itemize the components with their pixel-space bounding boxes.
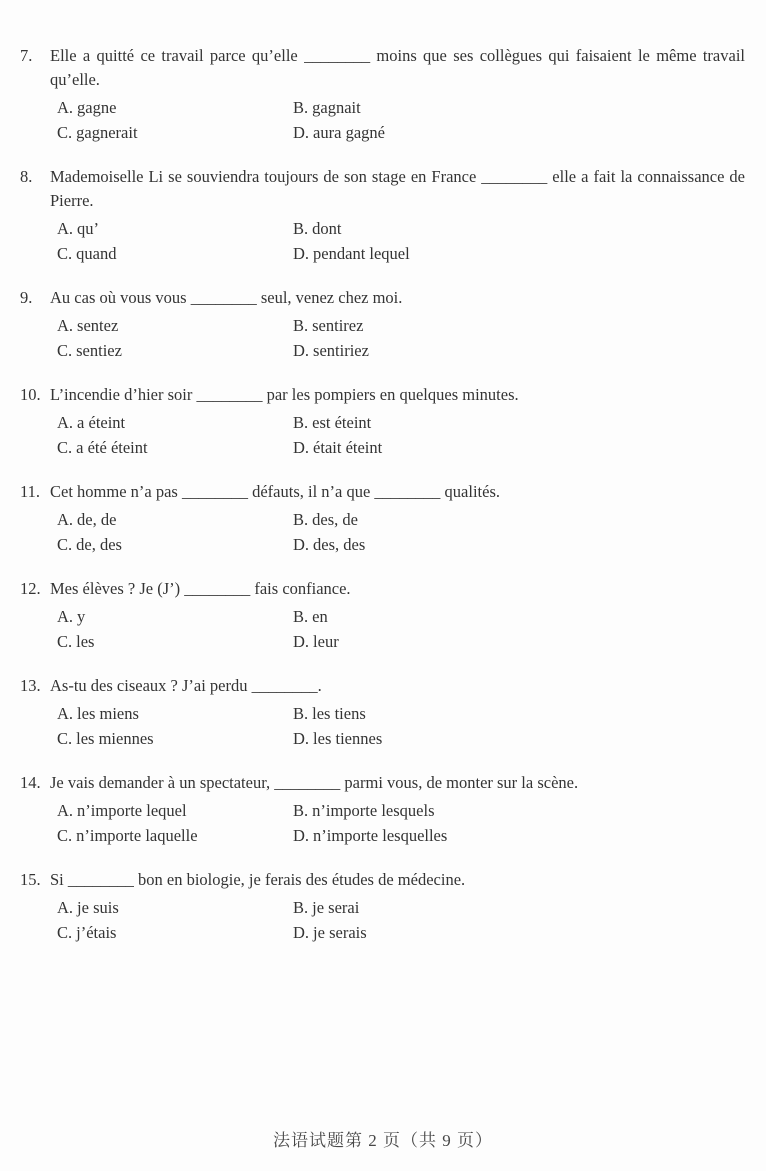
question-9 [0,286,745,363]
option-key: D. [293,729,310,748]
option-text: les miens [77,704,139,723]
question-stem [20,383,745,407]
option-a [57,895,293,920]
option-text: a éteint [77,413,126,432]
option-text: les miennes [76,729,154,748]
option-a [57,410,293,435]
option-key: A. [57,316,74,335]
option-key: D. [293,244,310,263]
question-text: Je vais demander à un spectateur, ________ parmi vous, de monter sur la scène. [50,773,579,792]
option-b [293,410,745,435]
option-b [293,604,745,629]
option-text: je serai [312,898,360,917]
option-text: pendant lequel [313,244,410,263]
option-key: D. [293,341,310,360]
option-text: n’importe lesquels [312,801,435,820]
option-a [57,95,293,120]
options-grid [57,701,745,751]
option-text: qu’ [77,219,100,238]
option-text: est éteint [312,413,372,432]
option-key: B. [293,413,309,432]
option-key: A. [57,898,74,917]
option-key: B. [293,704,309,723]
question-text: L’incendie d’hier soir ________ par les pompiers en quelques minutes. [50,385,519,404]
option-key: A. [57,98,74,117]
option-key: C. [57,729,73,748]
options-grid [57,410,745,460]
option-key: C. [57,826,73,845]
option-c [57,338,293,363]
option-a [57,216,293,241]
option-text: les tiens [312,704,366,723]
option-key: A. [57,219,74,238]
option-b [293,507,745,532]
question-stem [20,674,745,698]
option-key: B. [293,98,309,117]
question-text: As-tu des ciseaux ? J’ai perdu ________. [50,676,322,695]
option-key: A. [57,607,74,626]
option-c [57,726,293,751]
option-key: D. [293,826,310,845]
option-d [293,120,745,145]
option-a [57,798,293,823]
option-text: je suis [77,898,119,917]
question-stem [20,868,745,892]
option-key: C. [57,632,73,651]
question-14 [0,771,745,848]
options-grid [57,216,745,266]
option-text: sentez [77,316,119,335]
question-text: Mademoiselle Li se souviendra toujours de son stage en France ________ elle a fait la connaissance de Pierre. [50,167,745,210]
option-a [57,313,293,338]
option-c [57,435,293,460]
option-key: C. [57,535,73,554]
option-d [293,241,745,266]
option-d [293,338,745,363]
option-c [57,241,293,266]
option-text: des, de [312,510,358,529]
option-key: A. [57,801,74,820]
option-text: les tiennes [313,729,383,748]
option-text: leur [313,632,339,651]
option-text: gagne [77,98,117,117]
option-d [293,726,745,751]
option-key: A. [57,413,74,432]
question-8 [0,165,745,266]
option-key: B. [293,898,309,917]
option-text: de, des [76,535,122,554]
question-stem [20,165,745,213]
option-b [293,216,745,241]
option-text: j’étais [76,923,117,942]
question-13 [0,674,745,751]
question-number: 12. [20,579,41,598]
option-text: sentirez [312,316,364,335]
option-a [57,701,293,726]
option-d [293,435,745,460]
option-text: quand [76,244,117,263]
option-c [57,629,293,654]
question-text: Mes élèves ? Je (J’) ________ fais confiance. [50,579,351,598]
option-text: les [76,632,95,651]
option-key: B. [293,316,309,335]
option-text: en [312,607,328,626]
option-key: B. [293,607,309,626]
options-grid [57,313,745,363]
options-grid [57,798,745,848]
option-text: était éteint [313,438,383,457]
question-number: 10. [20,385,41,404]
option-d [293,823,745,848]
option-c [57,823,293,848]
question-15 [0,868,745,945]
option-a [57,604,293,629]
option-b [293,95,745,120]
option-d [293,920,745,945]
option-a [57,507,293,532]
option-d [293,629,745,654]
question-number: 11. [20,482,41,501]
option-text: je serais [313,923,367,942]
question-12 [0,577,745,654]
question-number: 15. [20,870,41,889]
question-stem [20,577,745,601]
option-text: n’importe laquelle [76,826,198,845]
option-c [57,120,293,145]
option-text: gagnait [312,98,361,117]
option-key: B. [293,801,309,820]
option-key: C. [57,341,73,360]
options-grid [57,895,745,945]
option-text: sentiriez [313,341,369,360]
option-text: sentiez [76,341,122,360]
option-key: D. [293,632,310,651]
option-text: n’importe lesquelles [313,826,448,845]
question-number: 7. [20,46,33,65]
question-number: 9. [20,288,33,307]
option-key: D. [293,923,310,942]
option-c [57,920,293,945]
option-key: B. [293,219,309,238]
option-text: des, des [313,535,366,554]
option-key: C. [57,923,73,942]
question-text: Elle a quitté ce travail parce qu’elle ________ moins que ses collègues qui faisaient le même travail qu’elle. [50,46,745,89]
option-b [293,313,745,338]
options-grid [57,507,745,557]
question-number: 13. [20,676,41,695]
option-key: D. [293,123,310,142]
options-grid [57,604,745,654]
option-key: A. [57,704,74,723]
option-key: D. [293,438,310,457]
options-grid [57,95,745,145]
option-key: B. [293,510,309,529]
option-d [293,532,745,557]
question-stem [20,286,745,310]
option-key: A. [57,510,74,529]
option-b [293,701,745,726]
option-b [293,798,745,823]
question-stem [20,44,745,92]
option-text: gagnerait [76,123,138,142]
question-11 [0,480,745,557]
option-c [57,532,293,557]
question-text: Si ________ bon en biologie, je ferais des études de médecine. [50,870,466,889]
question-text: Au cas où vous vous ________ seul, venez chez moi. [50,288,403,307]
question-7 [0,44,745,145]
option-key: C. [57,244,73,263]
question-text: Cet homme n’a pas ________ défauts, il n’a que ________ qualités. [50,482,500,501]
option-text: dont [312,219,342,238]
option-b [293,895,745,920]
option-text: a été éteint [76,438,148,457]
option-text: y [77,607,86,626]
option-key: D. [293,535,310,554]
option-key: C. [57,438,73,457]
question-stem [20,480,745,504]
page-footer: 法语试题第 2 页（共 9 页） [273,1131,493,1150]
question-number: 14. [20,773,41,792]
option-text: n’importe lequel [77,801,187,820]
question-10 [0,383,745,460]
option-text: aura gagné [313,123,385,142]
question-number: 8. [20,167,33,186]
option-text: de, de [77,510,117,529]
question-stem [20,771,745,795]
option-key: C. [57,123,73,142]
